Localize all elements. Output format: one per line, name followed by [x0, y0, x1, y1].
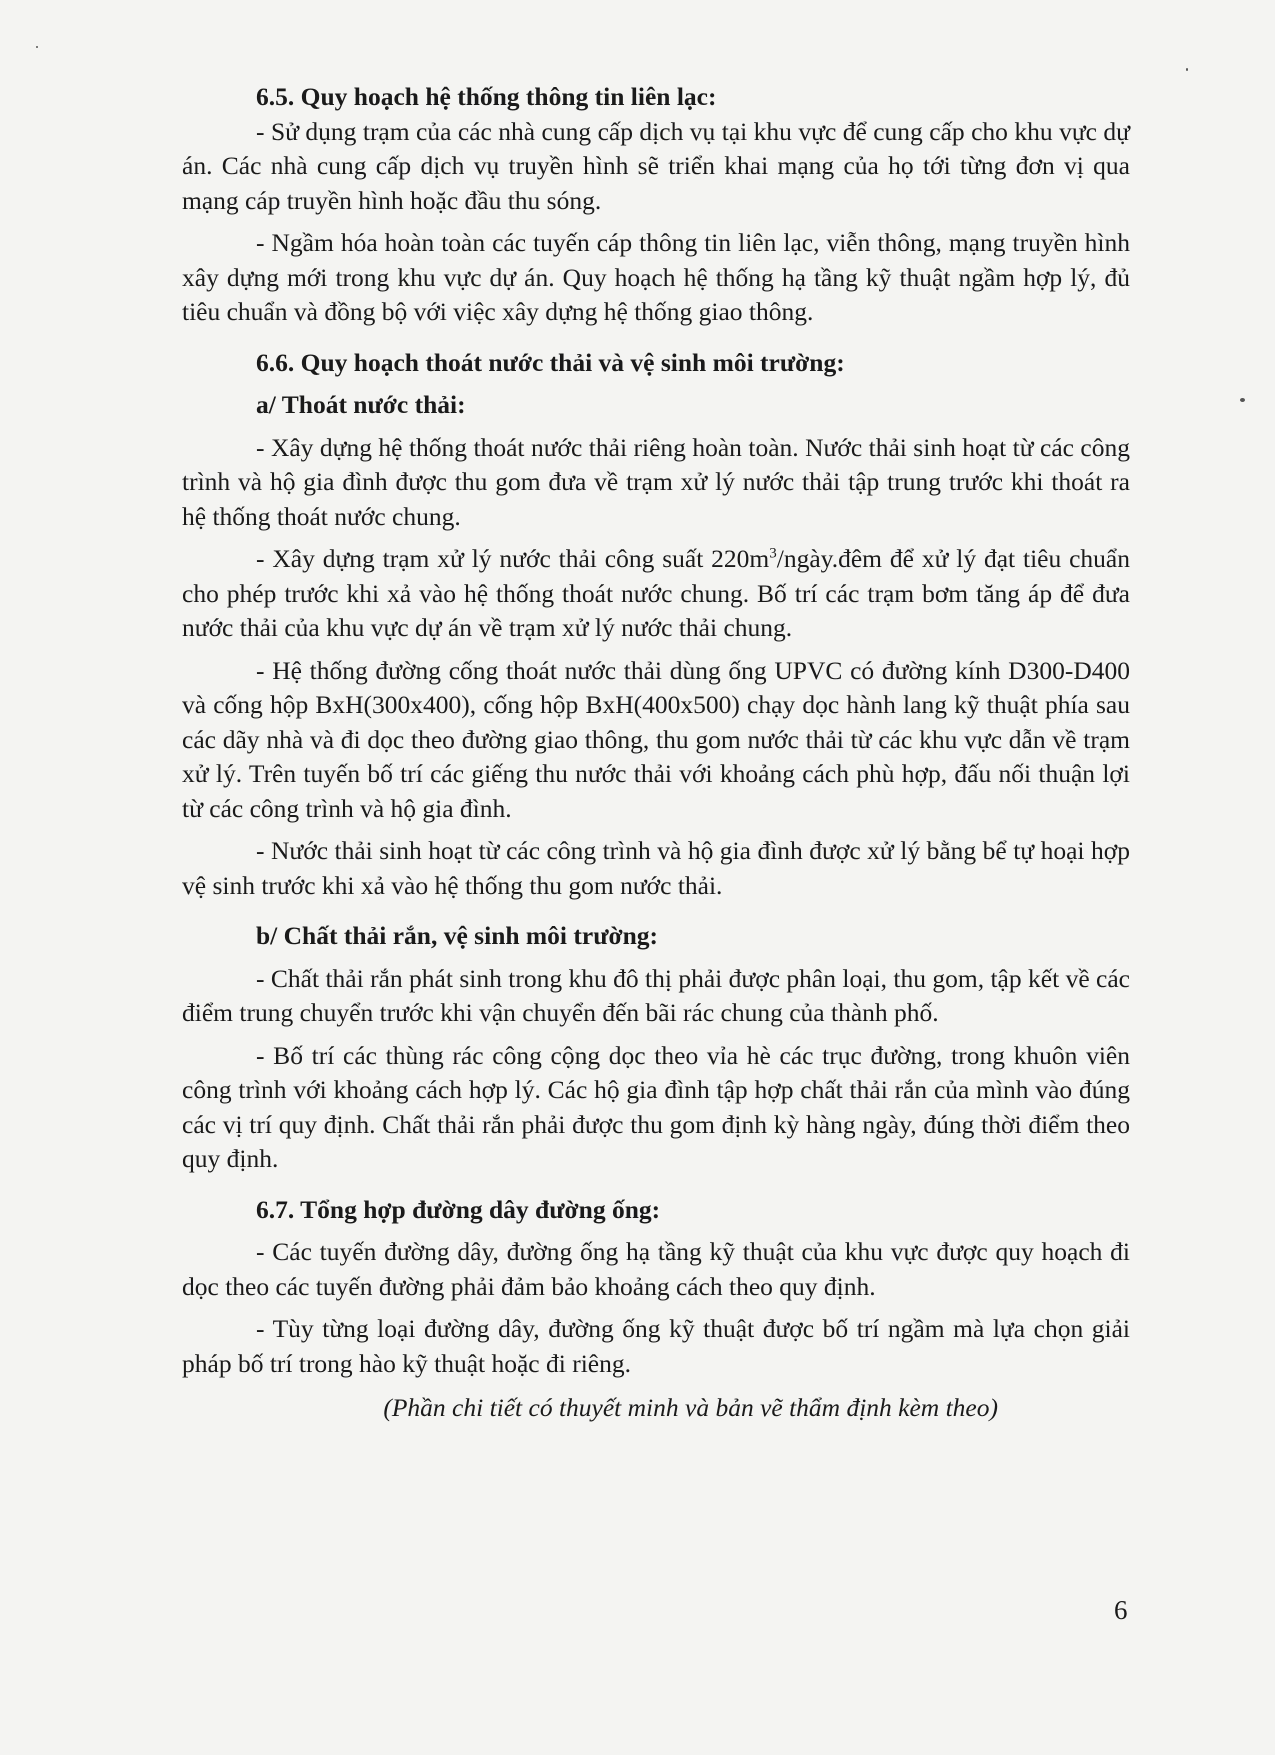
paragraph: - Tùy từng loại đường dây, đường ống kỹ thuật được bố trí ngầm mà lựa chọn giải pháp bố trí trong hào kỹ thuật hoặc đi riêng. — [182, 1314, 1130, 1378]
section-heading-6-6: 6.6. Quy hoạch thoát nước thải và vệ sinh môi trường: — [256, 347, 845, 377]
footnote-attachment: (Phần chi tiết có thuyết minh và bản vẽ thẩm định kèm theo) — [383, 1393, 998, 1422]
page-number: 6 — [1114, 1595, 1128, 1625]
scan-speck — [36, 46, 38, 48]
paragraph: - Xây dựng hệ thống thoát nước thải riêng hoàn toàn. Nước thải sinh hoạt từ các công trình và hộ gia đình được thu gom đưa về trạm xử lý nước thải tập trung trước khi thoát ra hệ thống thoát nước chung. — [182, 432, 1130, 531]
paragraph: - Chất thải rắn phát sinh trong khu đô thị phải được phân loại, thu gom, tập kết về các điểm trung chuyển trước khi vận chuyển đến bãi rác chung của thành phố. — [182, 963, 1130, 1027]
capacity-text-before: - Xây dựng trạm xử lý nước thải công suất 220m — [256, 544, 770, 573]
capacity-text-after: /ngày.đêm để xử lý đạt tiêu chuẩn cho phép trước khi xả vào hệ thống thoát nước chung. Bố trí các trạm bơm tăng áp để đưa nước thải của khu vực dự án về trạm xử lý nước thải chung. — [182, 544, 1130, 642]
paragraph: - Sử dụng trạm của các nhà cung cấp dịch vụ tại khu vực để cung cấp cho khu vực dự án. Các nhà cung cấp dịch vụ truyền hình sẽ triển khai mạng của họ tới từng đơn vị qua mạng cáp truyền hình hoặc đầu thu sóng. — [182, 116, 1130, 215]
paragraph: - Bố trí các thùng rác công cộng dọc theo vỉa hè các trục đường, trong khuôn viên công trình với khoảng cách hợp lý. Các hộ gia đình tập hợp chất thải rắn của mình vào đúng các vị trí quy định. Chất thải rắn phải được thu gom định kỳ hàng ngày, đúng thời điểm theo quy định. — [182, 1040, 1130, 1173]
paragraph: - Hệ thống đường cống thoát nước thải dùng ống UPVC có đường kính D300-D400 và cống hộp BxH(300x400), cống hộp BxH(400x500) chạy dọc hành lang kỹ thuật phía sau các dãy nhà và đi dọc theo đường giao thông, thu gom nước thải từ các khu vực dẫn về trạm xử lý. Trên tuyến bố trí các giếng thu nước thải với khoảng cách phù hợp, đấu nối thuận lợi từ các công trình và hộ gia đình. — [182, 655, 1130, 823]
subheading-wastewater: a/ Thoát nước thải: — [256, 390, 466, 419]
scan-speck — [1240, 398, 1245, 402]
section-heading-6-7: 6.7. Tổng hợp đường dây đường ống: — [256, 1194, 661, 1224]
section-heading-6-5: 6.5. Quy hoạch hệ thống thông tin liên lạc: — [256, 82, 717, 111]
paragraph-capacity — [182, 542, 1130, 646]
scan-speck — [1186, 68, 1188, 71]
document-body — [182, 80, 1130, 1426]
subheading-solid-waste: b/ Chất thải rắn, vệ sinh môi trường: — [256, 921, 659, 950]
paragraph: - Ngầm hóa hoàn toàn các tuyến cáp thông tin liên lạc, viễn thông, mạng truyền hình xây dựng mới trong khu vực dự án. Quy hoạch hệ thống hạ tầng kỹ thuật ngầm hợp lý, đủ tiêu chuẩn và đồng bộ với việc xây dựng hệ thống giao thông. — [182, 228, 1130, 326]
paragraph: - Nước thải sinh hoạt từ các công trình và hộ gia đình được xử lý bằng bể tự hoại hợp vệ sinh trước khi xả vào hệ thống thu gom nước thải. — [182, 836, 1130, 900]
paragraph: - Các tuyến đường dây, đường ống hạ tầng kỹ thuật của khu vực được quy hoạch đi dọc theo các tuyến đường phải đảm bảo khoảng cách theo quy định. — [182, 1237, 1130, 1301]
capacity-superscript: 3 — [769, 545, 777, 562]
